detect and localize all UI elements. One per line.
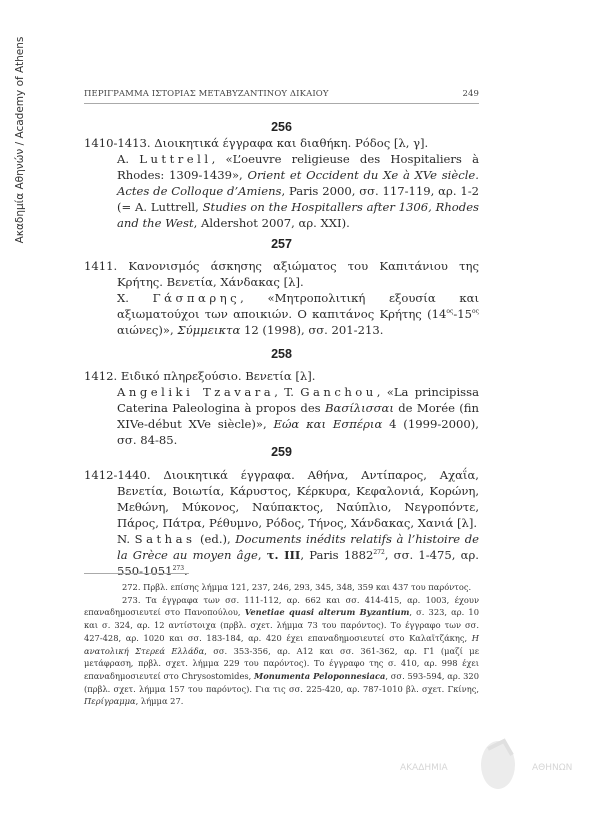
text-segment: , «L’oeuvre religieuse des Hospitaliers à Rhodes: 1309-1439», — [117, 152, 479, 182]
text-segment: , σ. 323, αρ. 10 και σ. 324, αρ. 12 αντίστοιχα (πρβλ. σχετ. λήμμα 73 του παρόντος). Το έγγραφο των σσ. 427-428, αρ. 1020 και σσ. 183-184, αρ. 420 έχει επαναδημοσιευτεί στο Καλαϊτζάκης, — [84, 607, 479, 643]
side-note-text: Ακαδημία Αθηνών / Academy of Athens — [14, 36, 26, 244]
entry-heading: 1411. Κανονισμός άσκησης αξιώματος του Καπιτάνιου της Κρήτης. Βενετία, Χάνδακας [λ]. — [84, 259, 479, 289]
text-segment: αιώνες)», — [117, 323, 178, 337]
entry-reference — [84, 384, 479, 448]
text-segment: -15 — [453, 307, 473, 321]
text-segment: , Paris 1882 — [300, 548, 374, 562]
entry-number: 259 — [271, 445, 292, 459]
superscript: 272 — [373, 549, 385, 556]
entry-259 — [84, 467, 479, 579]
text-segment: Γάσπαρης — [152, 291, 241, 305]
text-segment: , — [257, 548, 267, 562]
text-segment: 272. Πρβλ. επίσης λήμμα 121, 237, 246, 293, 345, 348, 359 και 437 του παρόντος. — [122, 582, 472, 592]
entry-257 — [84, 258, 479, 338]
text-segment: , σσ. 353-356, αρ. Α12 και σσ. 361-362, αρ. Γ1 (μαζί με μετάφραση, πρβλ. σχετ. λήμμα 229 του παρόντος). Το έγγραφο της σ. 410, αρ. 998 έχει επαναδημοσιευτεί στο Chrysostomides, — [84, 645, 479, 681]
running-header — [84, 89, 479, 104]
text-segment: A. — [117, 152, 140, 166]
italic-title-text: Orient et Occident du Xe à XVe siècle. Actes de Colloque d’Amiens — [117, 168, 479, 198]
text-segment: . — [184, 564, 188, 578]
text-segment: N. — [117, 532, 135, 546]
watermark-right-text: ΑΘΗΝΩΝ — [532, 763, 573, 773]
italic-title-text: Studies on the Hospitallers after 1306, Rhodes and the West — [117, 200, 480, 230]
text-segment: , σσ. 593-594, αρ. 320 (πρβλ. σχετ. λήμμα 157 του παρόντος). Για τις σσ. 225-420, αρ. 787-1010 βλ. σχετ. Γκίνης, — [84, 670, 479, 694]
text-segment: 4 (1999-2000), σσ. 84-85. — [117, 417, 479, 447]
text-segment: 12 (1998), σσ. 201-213. — [240, 323, 384, 337]
text-segment: , σσ. 1-475, αρ. 550-1051 — [117, 548, 479, 578]
text-segment: Sathas — [134, 532, 196, 546]
archive-side-label — [10, 35, 30, 245]
italic-title-text: Documents inédits relatifs à l’histoire de la Grèce au moyen âge — [117, 532, 479, 562]
italic-title-text: Σύμμεικτα — [177, 323, 241, 337]
entry-reference — [84, 290, 479, 338]
text-segment: Luttrell — [139, 152, 212, 166]
entry-heading: 1410-1413. Διοικητικά έγγραφα και διαθήκη. Ρόδος [λ, γ]. — [84, 136, 429, 150]
footnote-divider — [84, 573, 189, 574]
text-segment: (ed.), — [195, 532, 236, 546]
entry-reference — [84, 531, 479, 579]
text-segment: , Paris 2000, σσ. 117-119, αρ. 1-2 (= A. Luttrell, — [117, 184, 479, 214]
athena-head-icon — [474, 737, 522, 799]
entry-256 — [84, 135, 479, 231]
italic-title-text: Η ανατολική Στερεά Ελλάδα — [84, 632, 479, 656]
superscript: ος — [446, 308, 454, 315]
text-segment: , λήμμα 27. — [135, 696, 184, 707]
text-segment: τ. III — [266, 548, 301, 562]
footnote-272 — [84, 581, 479, 594]
entry-number: 258 — [271, 347, 292, 361]
text-segment: , Aldershot 2007, αρ. XXI). — [193, 216, 350, 230]
text-segment: 273. Τα έγγραφα των σσ. 111-112, αρ. 662 και σσ. 414-415, αρ. 1003, έχουν επαναδημοσιευτεί στο Πανοπούλου, — [84, 594, 479, 618]
italic-title-text: Monumenta Peloponnesiaca — [254, 670, 386, 681]
watermark-left-text: ΑΚΑΔΗΜΙΑ — [400, 763, 448, 773]
text-segment: , «La principissa Caterina Paleologina à propos des — [117, 385, 479, 415]
footnotes — [84, 581, 479, 708]
academy-watermark-logo — [400, 735, 573, 805]
text-segment: Ganchou — [300, 385, 377, 399]
text-segment: Angeliki Tzavara — [117, 385, 275, 399]
entry-heading: 1412. Ειδικό πληρεξούσιο. Βενετία [λ]. — [84, 369, 316, 383]
entry-number: 257 — [271, 237, 292, 251]
text-segment: , «Μητροπολιτική εξουσία και αξιωματούχοι των αποικιών. Ο καπιτάνος Κρήτης (14 — [117, 291, 480, 321]
entry-heading: 1412-1440. Διοικητικά έγγραφα. Αθήνα, Αντίπαρος, Αχαΐα, Βενετία, Βοιωτία, Κάρυστος, Κέρκυρα, Κεφαλονιά, Κορώνη, Μεθώνη, Μύκονος, Ναύπακτος, Ναύπλιο, Νεγροπόντε, Πάρος, Πάτρα, Ρέθυμνο, Ρόδος, Τήνος, Χάνδακας, Χανιά [λ]. — [84, 468, 479, 530]
italic-title-text: Περίγραμμα — [84, 696, 136, 707]
page-number: 249 — [462, 89, 479, 99]
text-segment: de Morée (fin XIVe-début XVe siècle)», — [117, 401, 479, 431]
entry-258 — [84, 368, 479, 448]
superscript: 273 — [172, 565, 185, 572]
footnote-273 — [84, 594, 479, 708]
entry-reference — [84, 151, 479, 231]
italic-title-text: Εώα και Εσπέρια — [273, 417, 383, 431]
entry-number: 256 — [271, 120, 292, 134]
superscript: ος — [472, 308, 479, 315]
text-segment: , T. — [274, 385, 301, 399]
italic-title-text: Venetiae quasi alterum Byzantium — [244, 607, 410, 618]
text-segment: Χ. — [117, 291, 153, 305]
header-title: ΠΕΡΙΓΡΑΜΜΑ ΙΣΤΟΡΙΑΣ ΜΕΤΑΒΥΖΑΝΤΙΝΟΥ ΔΙΚΑΙΟΥ — [84, 89, 329, 99]
italic-title-text: Βασίλισσαι — [324, 401, 394, 415]
